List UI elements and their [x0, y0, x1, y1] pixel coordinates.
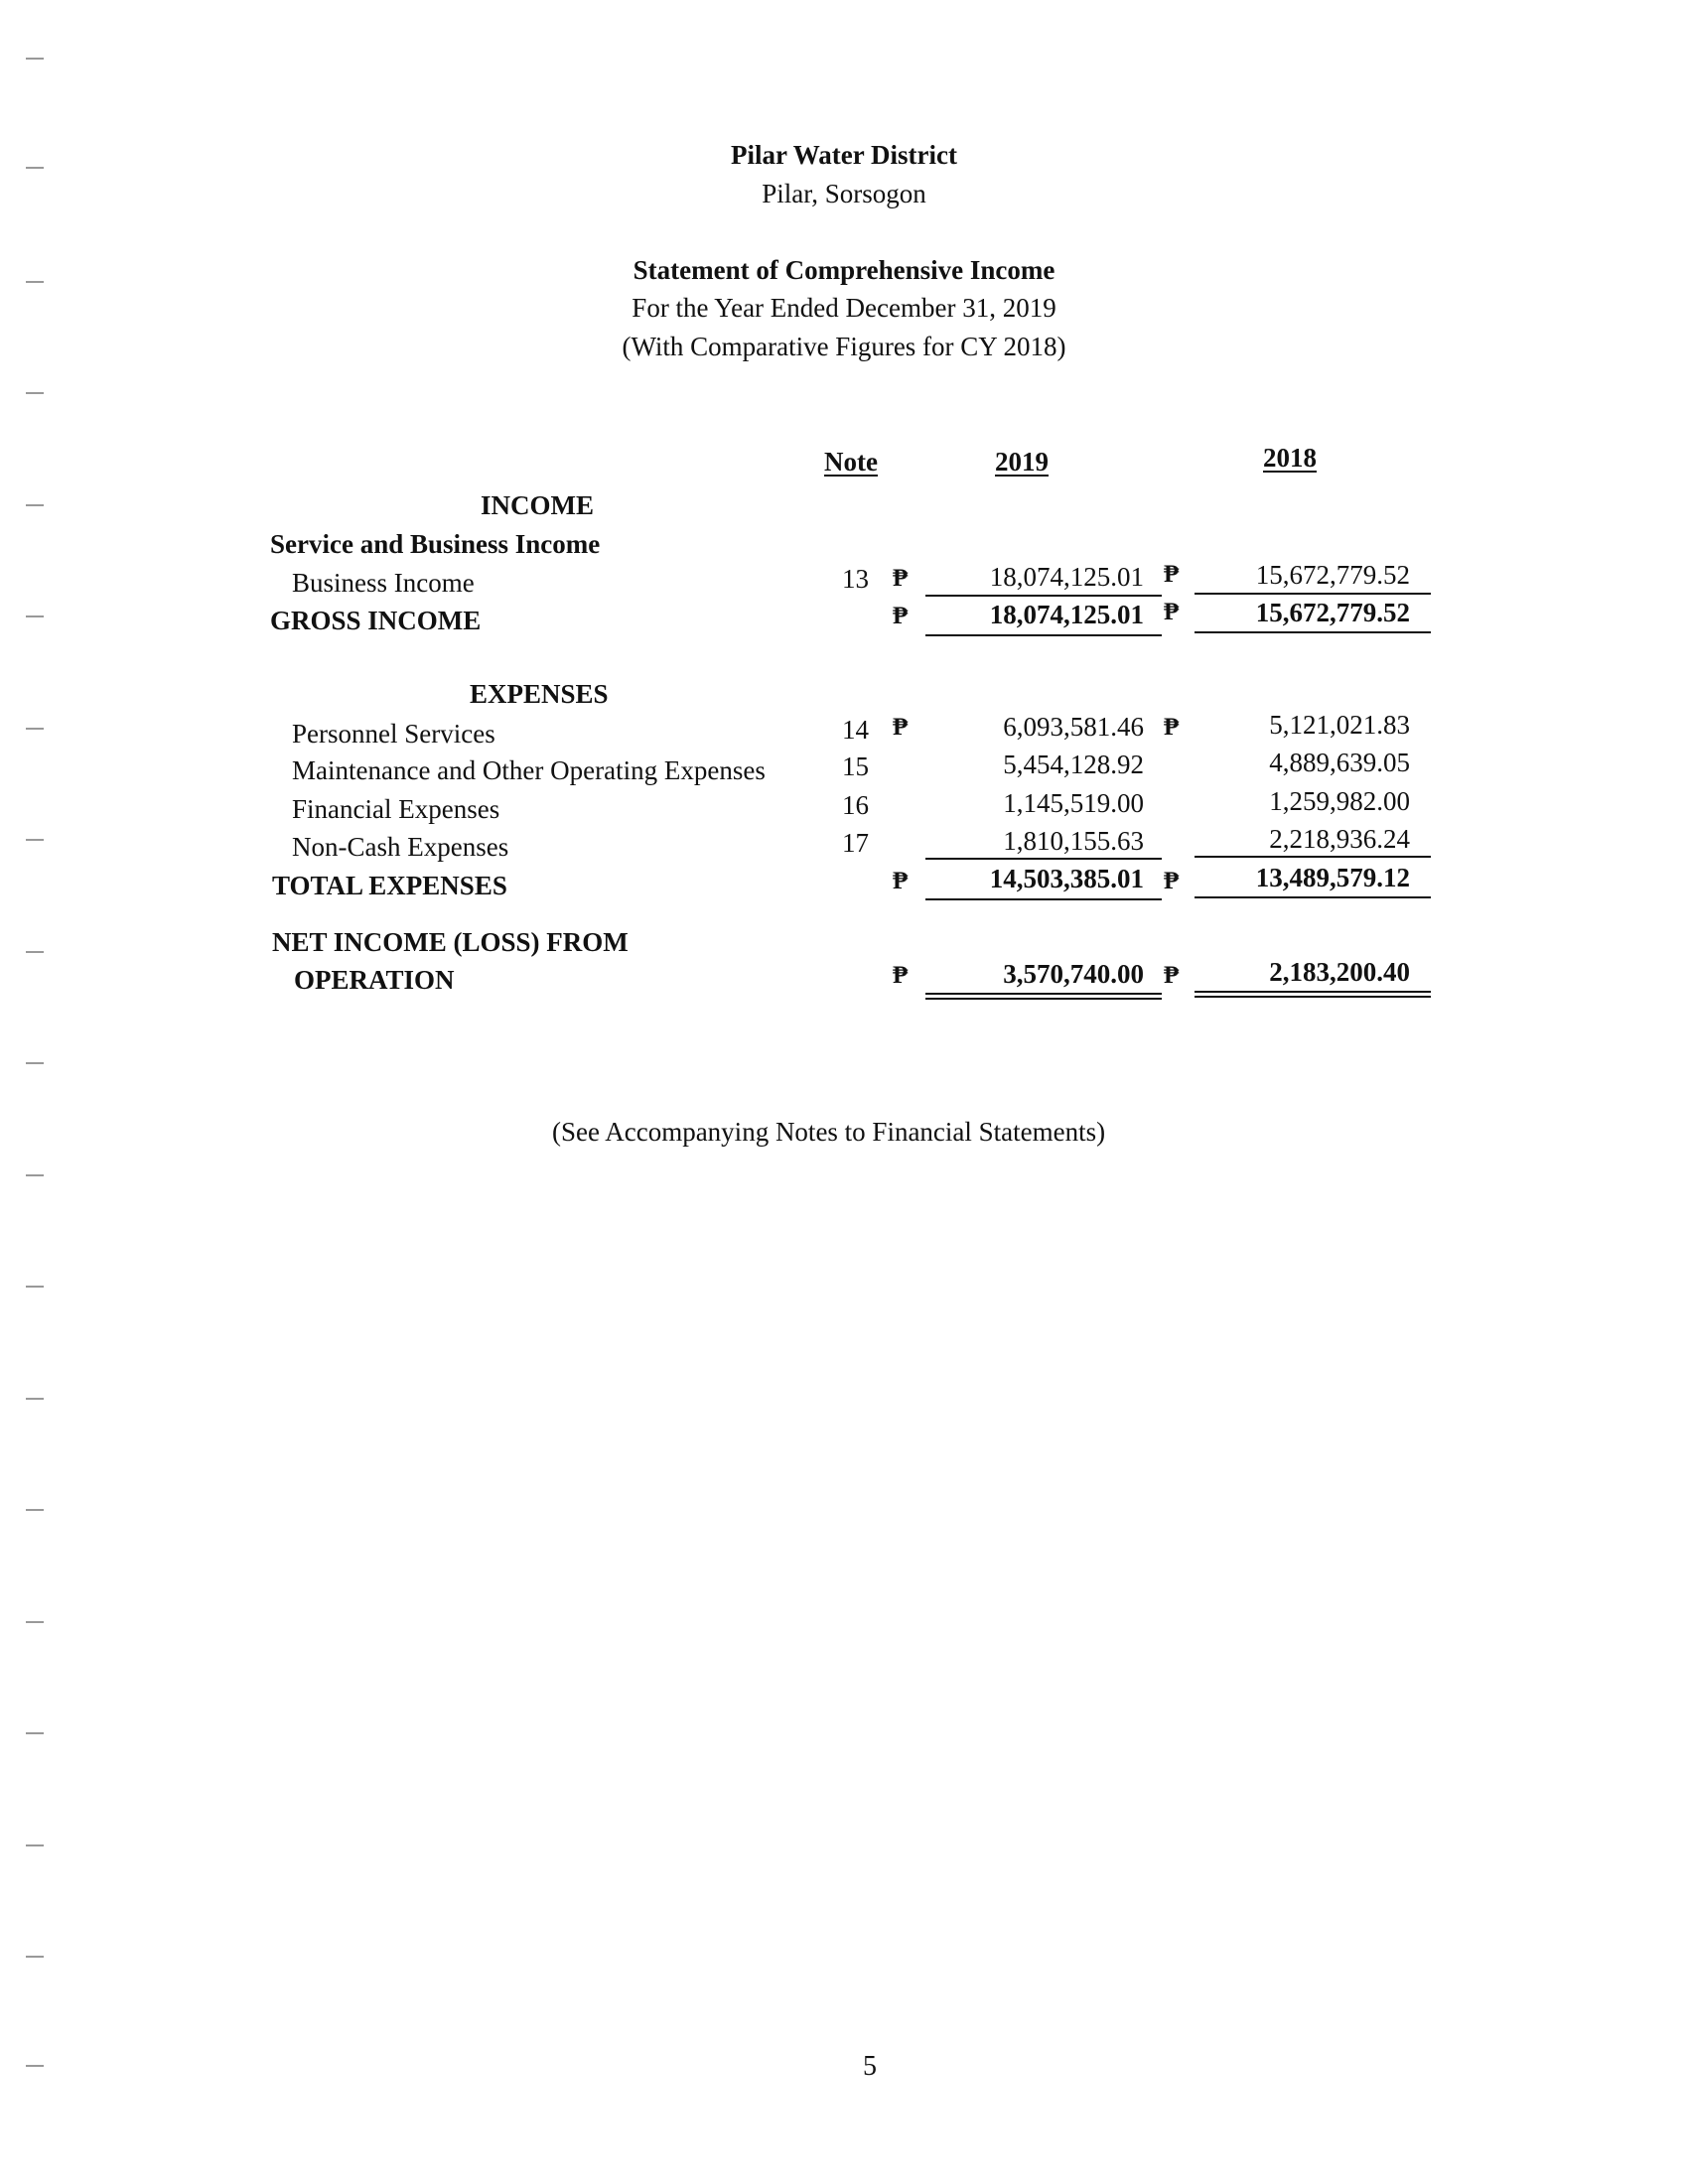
subtotal-rule-2019: [925, 858, 1162, 860]
business-income-label: Business Income: [292, 568, 475, 598]
income-subheading: Service and Business Income: [270, 529, 601, 559]
expense-item-note: 14: [842, 715, 869, 745]
double-rule-2018: [1195, 991, 1431, 998]
total-expenses-2018: 13,489,579.12: [1255, 863, 1410, 892]
expense-item-label: Financial Expenses: [292, 794, 500, 824]
column-header-2019: 2019: [995, 447, 1049, 477]
expense-item-2019: 1,145,519.00: [1003, 788, 1144, 818]
expense-item-2018: 2,218,936.24: [1269, 824, 1410, 854]
notes-reference: (See Accompanying Notes to Financial Statements): [552, 1117, 1106, 1147]
expense-item-2019: 6,093,581.46: [1003, 712, 1144, 742]
peso-sign: ₱: [893, 603, 909, 629]
expense-item-2018: 5,121,021.83: [1269, 710, 1410, 740]
peso-sign: ₱: [893, 868, 909, 894]
statement-title: Statement of Comprehensive Income: [633, 255, 1055, 285]
page-number: 5: [863, 2051, 877, 2082]
statement-period: For the Year Ended December 31, 2019: [632, 293, 1056, 323]
peso-sign: ₱: [893, 714, 909, 741]
expense-item-note: 17: [842, 828, 869, 858]
expense-item-note: 15: [842, 751, 869, 781]
expenses-heading: EXPENSES: [470, 679, 609, 709]
gross-income-2019: 18,074,125.01: [989, 600, 1144, 629]
subtotal-rule-2018: [1195, 856, 1431, 858]
comparative-note: (With Comparative Figures for CY 2018): [622, 332, 1066, 361]
expense-item-2019: 1,810,155.63: [1003, 826, 1144, 856]
total-expenses-2019: 14,503,385.01: [989, 864, 1144, 893]
expense-item-2018: 1,259,982.00: [1269, 786, 1410, 816]
total-rule-2019: [925, 634, 1162, 636]
expense-item-2019: 5,454,128.92: [1003, 750, 1144, 779]
business-income-note: 13: [842, 564, 869, 594]
net-income-2018: 2,183,200.40: [1269, 957, 1410, 987]
peso-sign: ₱: [893, 962, 909, 989]
entity-location: Pilar, Sorsogon: [762, 179, 926, 208]
net-income-label-line2: OPERATION: [294, 965, 455, 995]
net-income-label-line1: NET INCOME (LOSS) FROM: [272, 927, 629, 957]
subtotal-rule-2019: [925, 595, 1162, 597]
peso-sign: ₱: [1164, 599, 1180, 625]
total-rule-2018: [1195, 896, 1431, 898]
gross-income-2018: 15,672,779.52: [1255, 598, 1410, 627]
expense-item-label: Non-Cash Expenses: [292, 832, 509, 862]
peso-sign: ₱: [1164, 962, 1180, 989]
gross-income-label: GROSS INCOME: [270, 606, 482, 635]
expense-item-note: 16: [842, 790, 869, 820]
double-rule-2019: [925, 993, 1162, 1000]
income-heading: INCOME: [481, 490, 594, 520]
total-rule-2018: [1195, 631, 1431, 633]
peso-sign: ₱: [1164, 714, 1180, 741]
column-header-2018: 2018: [1263, 443, 1317, 473]
column-header-note: Note: [824, 447, 878, 477]
peso-sign: ₱: [893, 565, 909, 592]
peso-sign: ₱: [1164, 561, 1180, 588]
total-rule-2019: [925, 898, 1162, 900]
expense-item-2018: 4,889,639.05: [1269, 748, 1410, 777]
peso-sign: ₱: [1164, 868, 1180, 894]
total-expenses-label: TOTAL EXPENSES: [272, 871, 507, 900]
business-income-2018: 15,672,779.52: [1255, 560, 1410, 590]
business-income-2019: 18,074,125.01: [989, 562, 1144, 592]
net-income-2019: 3,570,740.00: [1003, 959, 1144, 989]
expense-item-label: Maintenance and Other Operating Expenses: [292, 755, 766, 785]
subtotal-rule-2018: [1195, 593, 1431, 595]
entity-name: Pilar Water District: [731, 140, 957, 170]
expense-item-label: Personnel Services: [292, 719, 495, 749]
